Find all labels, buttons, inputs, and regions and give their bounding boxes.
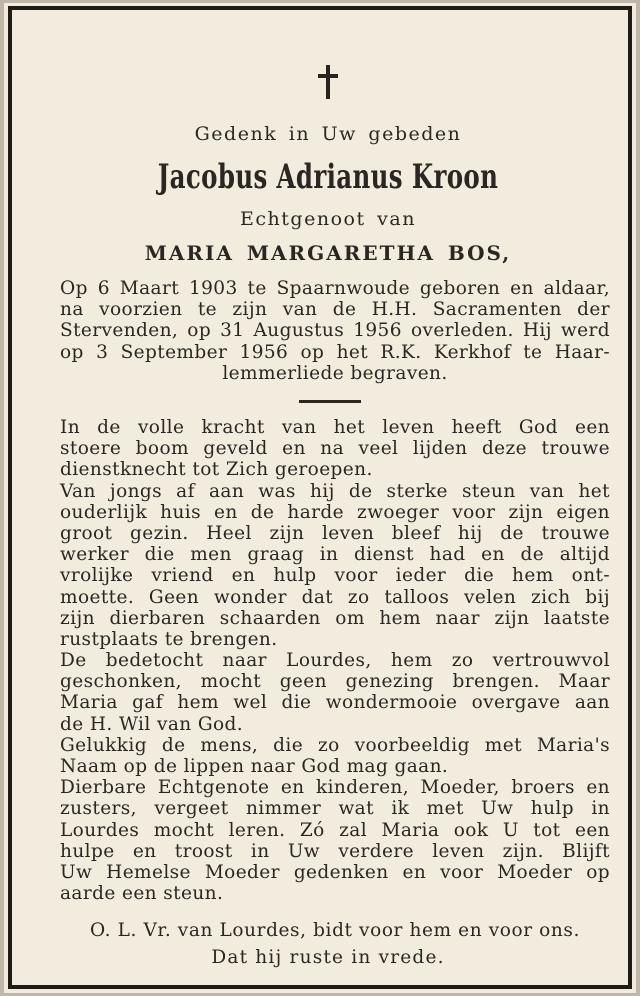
prayer-line: O. L. Vr. van Lourdes, bidt voor hem en voor ons. [89,920,580,941]
memorial-card [4,3,636,993]
biography-line: op 3 September 1956 op het R.K. Kerkhof te Haar- [60,341,610,363]
body-line: zusters, vergeet nimmer wat ik met Uw hulp in [60,798,610,820]
biography-line: Stervenden, op 31 Augustus 1956 overleden. Hij werd [60,320,610,342]
body-line: groot gezin. Heel zijn leven bleef hij de trouwe [60,522,610,544]
body-line: Van jongs af aan was hij de sterke steun van het [60,480,610,502]
cross-icon [316,63,340,103]
black-border-frame [8,6,632,989]
divider-line [299,400,361,403]
heading-text: Gedenk in Uw gebeden [194,123,462,145]
body-line: stoere boom geveld en na veel lijden deze trouwe [60,438,610,460]
body-line: Gelukkig de mens, die zo voorbeeldig met Maria's [60,734,610,756]
body-line: werker die men graag in dienst had en de altijd [60,544,610,566]
biography-line: lemmerliede begraven. [222,362,448,384]
body-line: vrolijke vriend en hulp voor ieder die hem ont- [60,565,610,587]
body-line: moette. Geen wonder dat zo talloos velen zich bij [60,586,610,608]
card-content [20,17,636,992]
body-line: aarde een steun. [60,883,224,905]
body-line: Lourdes mocht leren. Zó zal Maria ook U tot een [60,819,610,841]
body-line: dienstknecht tot Zich geroepen. [60,459,373,481]
body-line: Uw Hemelse Moeder gedenken en voor Moeder op [60,861,610,883]
body-line: Maria gaf hem wel die wondermooie overgave aan [60,692,610,714]
body-line: geschonken, mocht geen genezing brengen. Maar [60,671,610,693]
body-line: rustplaats te brengen. [60,628,278,650]
biography-line: na voorzien te zijn van de H.H. Sacramenten der [60,299,610,321]
body-line: zijn dierbaren schaarden om hem naar zijn laatste [60,607,610,629]
body-line: In de volle kracht van het leven heeft God een [60,417,610,438]
biography-line: Op 6 Maart 1903 te Spaarnwoude geboren en aldaar, [60,278,610,299]
body-text [60,417,610,904]
body-line: Dierbare Echtgenote en kinderen, Moeder, broers en [60,777,610,799]
body-line: ouderlijk huis en de harde zwoeger voor zijn eigen [60,501,610,523]
spouse-name: MARIA MARGARETHA BOS, [144,241,512,265]
body-line: hulpe en troost in Uw verdere leven zijn. Blijft [60,840,610,862]
body-line: de H. Wil van God. [60,713,244,735]
rest-in-peace-line: Dat hij ruste in vrede. [211,947,445,968]
deceased-name: Jacobus Adrianus Kroon [157,157,499,197]
biography-paragraph [60,278,610,384]
body-line: De bedetocht naar Lourdes, hem zo vertrouwvol [60,650,610,672]
body-line: Naam op de lippen naar God mag gaan. [60,756,449,777]
spouse-intro: Echtgenoot van [240,208,416,230]
